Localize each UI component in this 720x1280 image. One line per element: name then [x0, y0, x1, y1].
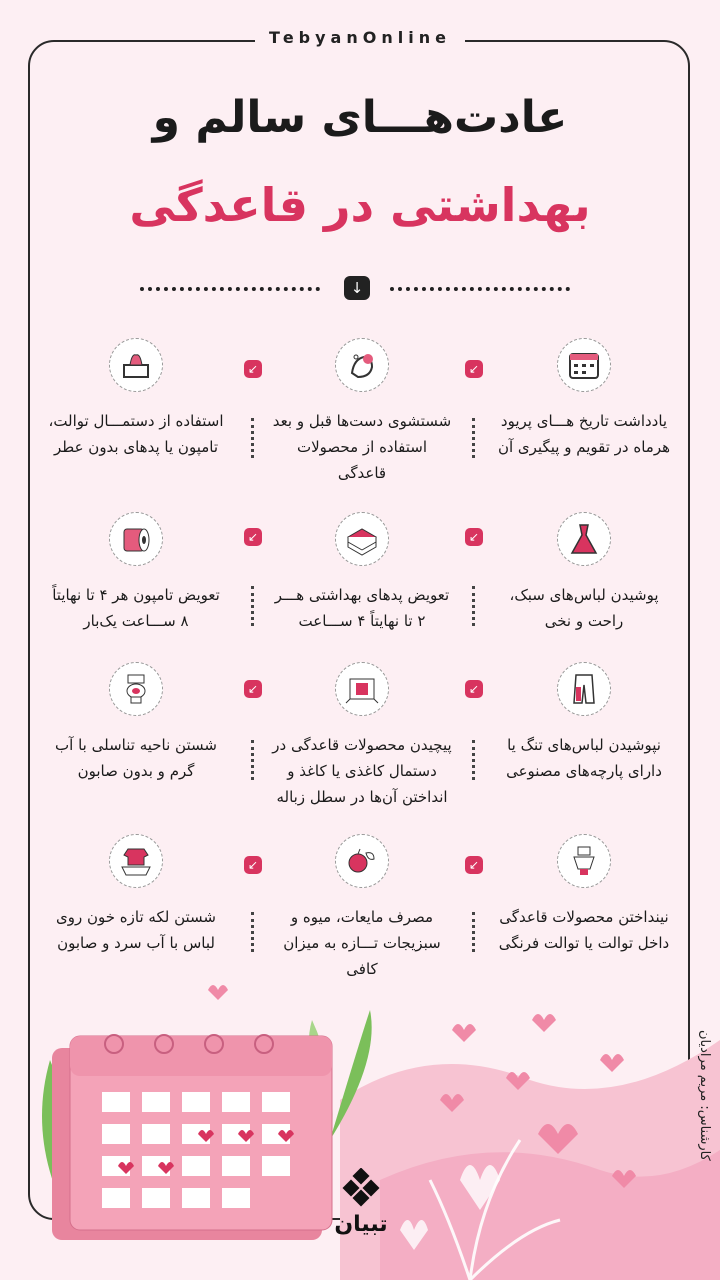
title-line-1: عادت‌هـــای سالم و: [152, 92, 568, 143]
arrow-badge-icon: ↙: [244, 680, 262, 698]
habit-text: پیچیدن محصولات قاعدگی در دستمال کاغذی یا کاغذ و انداختن آن‌ها در سطل زباله: [272, 736, 452, 806]
habit-text: شستن لکه تازه خون روی لباس با آب سرد و صابون: [56, 908, 216, 952]
habit-text: مصرف مایعات، میوه و سبزیجات تـــازه به میزان کافی: [283, 908, 441, 978]
arrow-badge-icon: ↙: [244, 360, 262, 378]
brand-name: TebyanOnline: [255, 28, 465, 47]
tebyan-logo: [326, 1168, 396, 1237]
arrow-badge-icon: ↙: [465, 856, 483, 874]
habit-text: نپوشیدن لباس‌های تنگ یا دارای پارچه‌های مصنوعی: [506, 736, 662, 780]
habit-text: تعویض تامپون هر ۴ تا نهایتاً ۸ ســـاعت یک‌بار: [52, 586, 220, 630]
down-arrow-icon: ↓: [344, 276, 370, 300]
habit-text: استفاده از دستمـــال توالت، تامپون یا پدهای بدون عطر: [48, 412, 224, 456]
habit-text: پوشیدن لباس‌های سبک، راحت و نخی: [509, 586, 659, 630]
arrow-badge-icon: ↙: [244, 528, 262, 546]
arrow-badge-icon: ↙: [465, 360, 483, 378]
habit-text: نینداختن محصولات قاعدگی داخل توالت یا توالت فرنگی: [498, 908, 670, 952]
habit-text: شستشوی دست‌ها قبل و بعد استفاده از محصولات قاعدگی: [272, 412, 452, 482]
arrow-badge-icon: ↙: [465, 680, 483, 698]
habit-text: تعویض پدهای بهداشتی هـــر ۲ تا نهایتاً ۴ ســـاعت: [274, 586, 450, 630]
tebyan-logo-icon: [341, 1168, 381, 1208]
habit-text: یادداشت تاریخ هـــای پریود هرماه در تقویم و پیگیری آن: [497, 412, 671, 456]
author-credit: کارشناس: مریم مرادیان: [697, 1030, 712, 1161]
arrow-badge-icon: ↙: [465, 528, 483, 546]
arrow-badge-icon: ↙: [244, 856, 262, 874]
logo-text: تبیان: [334, 1212, 388, 1237]
habit-text: شستن ناحیه تناسلی با آب گرم و بدون صابون: [55, 736, 217, 780]
title-line-2: بهداشتی در قاعدگی: [129, 178, 591, 232]
